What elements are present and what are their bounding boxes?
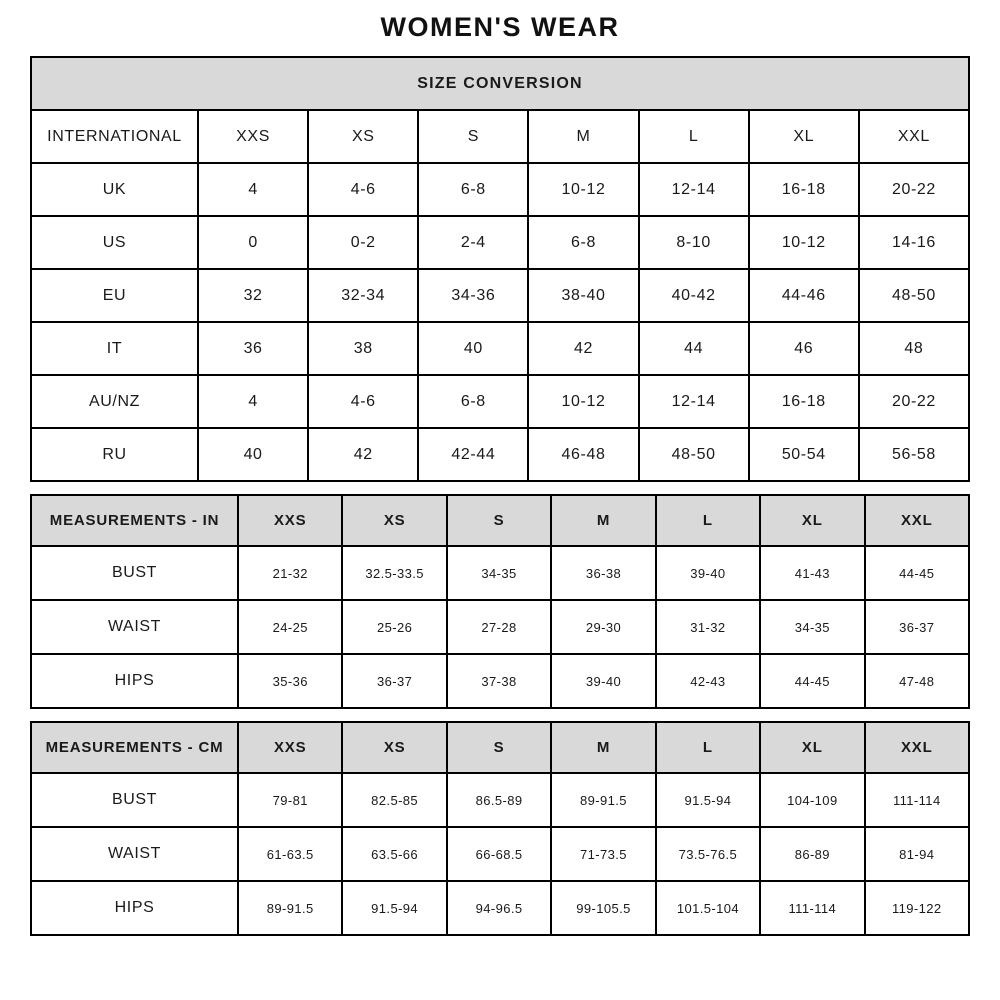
cell: 99-105.5 [551, 881, 655, 935]
cell: 42-44 [418, 428, 528, 481]
cell: 34-36 [418, 269, 528, 322]
cell: 66-68.5 [447, 827, 551, 881]
cell: 73.5-76.5 [656, 827, 760, 881]
cell: 24-25 [238, 600, 342, 654]
cell: 27-28 [447, 600, 551, 654]
row-label: UK [31, 163, 198, 216]
cell: 94-96.5 [447, 881, 551, 935]
cell: 63.5-66 [342, 827, 446, 881]
column-header-row [31, 722, 969, 773]
table-row [31, 827, 969, 881]
cell: 104-109 [760, 773, 864, 827]
column-header: S [418, 110, 528, 163]
cell: 119-122 [865, 881, 969, 935]
cell: 21-32 [238, 546, 342, 600]
table-band-row [31, 57, 969, 110]
column-header: L [656, 495, 760, 546]
cell: 4 [198, 163, 308, 216]
column-header: L [639, 110, 749, 163]
cell: 79-81 [238, 773, 342, 827]
row-label: US [31, 216, 198, 269]
column-header-row [31, 495, 969, 546]
row-label: BUST [31, 773, 238, 827]
cell: 111-114 [760, 881, 864, 935]
cell: 38-40 [528, 269, 638, 322]
cell: 48 [859, 322, 969, 375]
cell: 42 [308, 428, 418, 481]
cell: 32-34 [308, 269, 418, 322]
cell: 14-16 [859, 216, 969, 269]
cell: 39-40 [656, 546, 760, 600]
column-header: XS [308, 110, 418, 163]
cell: 10-12 [528, 163, 638, 216]
table-row [31, 163, 969, 216]
cell: 46 [749, 322, 859, 375]
row-label: RU [31, 428, 198, 481]
table-row [31, 428, 969, 481]
column-header: M [551, 495, 655, 546]
cell: 61-63.5 [238, 827, 342, 881]
cell: 10-12 [528, 375, 638, 428]
cell: 37-38 [447, 654, 551, 708]
cell: 44-46 [749, 269, 859, 322]
column-header: XL [760, 495, 864, 546]
column-header: L [656, 722, 760, 773]
cell: 8-10 [639, 216, 749, 269]
cell: 38 [308, 322, 418, 375]
column-header: M [551, 722, 655, 773]
cell: 89-91.5 [551, 773, 655, 827]
cell: 10-12 [749, 216, 859, 269]
cell: 42 [528, 322, 638, 375]
cell: 44-45 [865, 546, 969, 600]
cell: 48-50 [639, 428, 749, 481]
column-header: INTERNATIONAL [31, 110, 198, 163]
cell: 4-6 [308, 375, 418, 428]
column-header: XL [749, 110, 859, 163]
cell: 36-38 [551, 546, 655, 600]
measurements-in-table [30, 494, 970, 709]
cell: 32.5-33.5 [342, 546, 446, 600]
cell: 86-89 [760, 827, 864, 881]
row-label: EU [31, 269, 198, 322]
column-header: M [528, 110, 638, 163]
cell: 86.5-89 [447, 773, 551, 827]
row-label: HIPS [31, 654, 238, 708]
column-header: S [447, 722, 551, 773]
cell: 35-36 [238, 654, 342, 708]
cell: 89-91.5 [238, 881, 342, 935]
cell: 0 [198, 216, 308, 269]
cell: 39-40 [551, 654, 655, 708]
table-row [31, 216, 969, 269]
cell: 91.5-94 [342, 881, 446, 935]
column-header: XS [342, 495, 446, 546]
table-row [31, 375, 969, 428]
size-conversion-header: SIZE CONVERSION [31, 57, 969, 110]
cell: 4 [198, 375, 308, 428]
cell: 82.5-85 [342, 773, 446, 827]
cell: 2-4 [418, 216, 528, 269]
cell: 4-6 [308, 163, 418, 216]
cell: 16-18 [749, 375, 859, 428]
cell: 101.5-104 [656, 881, 760, 935]
column-header: XXS [238, 722, 342, 773]
row-label: AU/NZ [31, 375, 198, 428]
cell: 20-22 [859, 375, 969, 428]
column-header: XXL [865, 495, 969, 546]
column-header: XL [760, 722, 864, 773]
cell: 6-8 [528, 216, 638, 269]
cell: 47-48 [865, 654, 969, 708]
table-row [31, 773, 969, 827]
measurements-cm-header: MEASUREMENTS - CM [31, 722, 238, 773]
cell: 12-14 [639, 163, 749, 216]
table-row [31, 546, 969, 600]
cell: 36-37 [865, 600, 969, 654]
cell: 6-8 [418, 375, 528, 428]
row-label: BUST [31, 546, 238, 600]
cell: 34-35 [760, 600, 864, 654]
cell: 56-58 [859, 428, 969, 481]
cell: 111-114 [865, 773, 969, 827]
cell: 91.5-94 [656, 773, 760, 827]
row-label: WAIST [31, 600, 238, 654]
cell: 12-14 [639, 375, 749, 428]
cell: 29-30 [551, 600, 655, 654]
column-header: XXS [198, 110, 308, 163]
cell: 6-8 [418, 163, 528, 216]
row-label: IT [31, 322, 198, 375]
table-row [31, 322, 969, 375]
cell: 44 [639, 322, 749, 375]
cell: 50-54 [749, 428, 859, 481]
cell: 36 [198, 322, 308, 375]
row-label: WAIST [31, 827, 238, 881]
size-conversion-table [30, 56, 970, 482]
column-header: XXL [859, 110, 969, 163]
table-row [31, 600, 969, 654]
page-title: WOMEN'S WEAR [380, 12, 620, 42]
cell: 81-94 [865, 827, 969, 881]
column-header: S [447, 495, 551, 546]
cell: 71-73.5 [551, 827, 655, 881]
cell: 34-35 [447, 546, 551, 600]
cell: 0-2 [308, 216, 418, 269]
table-row [31, 269, 969, 322]
cell: 16-18 [749, 163, 859, 216]
column-header: XXS [238, 495, 342, 546]
cell: 36-37 [342, 654, 446, 708]
cell: 42-43 [656, 654, 760, 708]
cell: 40 [198, 428, 308, 481]
cell: 48-50 [859, 269, 969, 322]
measurements-cm-table [30, 721, 970, 936]
measurements-in-header: MEASUREMENTS - IN [31, 495, 238, 546]
cell: 46-48 [528, 428, 638, 481]
cell: 40 [418, 322, 528, 375]
cell: 40-42 [639, 269, 749, 322]
row-label: HIPS [31, 881, 238, 935]
cell: 20-22 [859, 163, 969, 216]
table-row [31, 654, 969, 708]
cell: 41-43 [760, 546, 864, 600]
column-header: XS [342, 722, 446, 773]
cell: 25-26 [342, 600, 446, 654]
cell: 44-45 [760, 654, 864, 708]
column-header-row [31, 110, 969, 163]
column-header: XXL [865, 722, 969, 773]
table-row [31, 881, 969, 935]
cell: 32 [198, 269, 308, 322]
cell: 31-32 [656, 600, 760, 654]
